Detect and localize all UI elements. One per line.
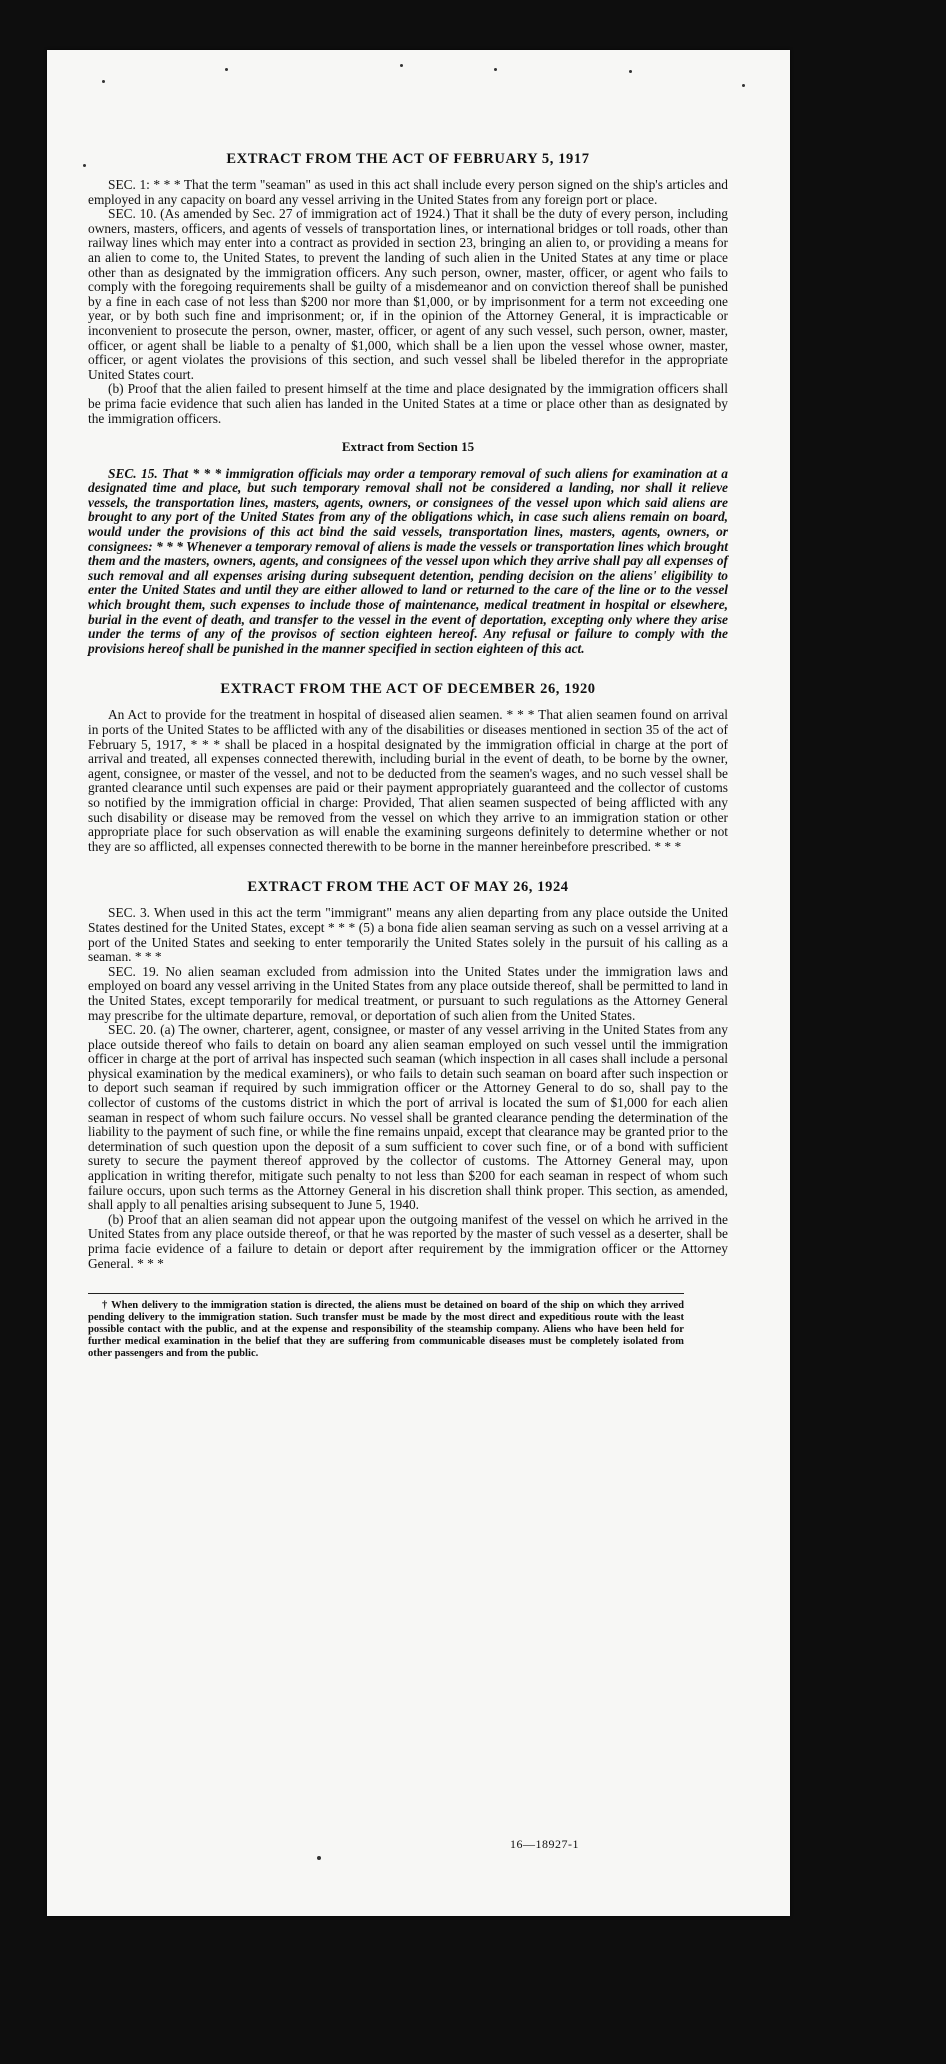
scan-speck	[83, 164, 86, 167]
scan-speck	[225, 68, 228, 71]
section-heading: EXTRACT FROM THE ACT OF MAY 26, 1924	[247, 879, 569, 896]
paragraph: SEC. 3. When used in this act the term "immigrant" means any alien departing from any place outside the United States destined for the United States, except * * * (5) a bona fide alien seaman serving as such on a vessel arriving at a port of the United States and seeking to enter temporarily the United States solely in the pursuit of his calling as a seaman. * * *	[88, 905, 728, 965]
scan-speck	[102, 80, 105, 83]
scan-speck	[317, 1856, 321, 1860]
section-subheading: Extract from Section 15	[341, 439, 475, 455]
paragraph: (b) Proof that the alien failed to present himself at the time and place designated by the immigration officers shall be prima facie evidence that such alien has landed in the United States at a time or place other than as designated by the immigration officers.	[88, 381, 728, 426]
scan-speck	[742, 84, 745, 87]
footnote-divider	[88, 1293, 684, 1294]
footnote	[88, 1300, 684, 1360]
footnote-text: † When delivery to the immigration station is directed, the aliens must be detained on board of the ship on which they arrived pending delivery to the immigration station. Such transfer must be made by the most direct and expeditious route with the least possible contact with the public, and at the expense and responsibility of the steamship company. Aliens who have been held for further medical examination in the belief that they are suffering from communicable diseases must be completely isolated from other passengers and from the public.	[88, 1300, 684, 1360]
paragraph: SEC. 1: * * * That the term "seaman" as used in this act shall include every person signed on the ship's articles and employed in any capacity on board any vessel arriving in the United States from any foreign port or place.	[88, 177, 728, 207]
scan-speck	[400, 64, 403, 67]
paragraph: SEC. 10. (As amended by Sec. 27 of immigration act of 1924.) That it shall be the duty of every person, including owners, masters, officers, and agents of vessels of transportation lines, or international bridges or toll roads, other than railway lines which may enter into a contract as provided in section 23, bringing an alien to, or providing a means for an alien to come to, the United States, to prevent the landing of such alien in the United States at any time or place other than as designated by the immigration officers. Any such person, owner, master, officer, or agent who fails to comply with the foregoing requirements shall be guilty of a misdemeanor and on conviction thereof shall be punished by a fine in each case of not less than $200 nor more than $1,000, or by imprisonment for a term not exceeding one year, or by both such fine and imprisonment; or, if in the opinion of the Attorney General, it is impracticable or inconvenient to prosecute the person, owner, master, officer, or agent of any such vessel, such person, owner, master, officer, or agent shall be liable to a penalty of $1,000, which shall be a lien upon the vessel whose owner, master, officer, or agent violates the provisions of this section, and such vessel shall be libeled therefor in the appropriate United States court.	[88, 206, 728, 382]
document-body	[88, 150, 728, 1360]
section-heading: EXTRACT FROM THE ACT OF DECEMBER 26, 1920	[220, 681, 596, 698]
scan-speck	[629, 70, 632, 73]
paragraph: An Act to provide for the treatment in hospital of diseased alien seamen. * * * That alien seamen found on arrival in ports of the United States to be afflicted with any of the disabilities or diseases mentioned in section 35 of the act of February 5, 1917, * * * shall be placed in a hospital designated by the immigration official in charge at the port of arrival and treated, all expenses connected therewith, including burial in the event of death, to be borne by the owner, agent, consignee, or master of the vessel, and not to be deducted from the seamen's wages, and no such vessel shall be granted clearance until such expenses are paid or their payment appropriately guaranteed and the collector of customs so notified by the immigration official in charge: Provided, That alien seamen suspected of being afflicted with any such disability or disease may be removed from the vessel on which they arrive to an immigration station or other appropriate place for such observation as will enable the examining surgeons definitely to determine whether or not they are so afflicted, all expenses connected therewith to be borne in the manner hereinbefore prescribed. * * *	[88, 707, 728, 854]
scan-speck	[494, 68, 497, 71]
paragraph: SEC. 15. That * * * immigration officials may order a temporary removal of such aliens for examination at a designated time and place, but such temporary removal shall not be considered a landing, nor shall it relieve vessels, the transportation lines, masters, agents, owners, or consignees of the vessel upon which said aliens are brought to any port of the United States from any of the obligations which, in case such aliens remain on board, would under the provisions of this act bind the said vessels, transportation lines, masters, agents, owners, or consignees: * * * Whenever a temporary removal of aliens is made the vessels or transportation lines which brought them and the masters, owners, agents, and consignees of the vessel upon which they arrive shall pay all expenses of such removal and all expenses arising during subsequent detention, pending decision on the aliens' eligibility to enter the United States and until they are either allowed to land or returned to the care of the line or to the vessel which brought them, such expenses to include those of maintenance, medical treatment in hospital or elsewhere, burial in the event of death, and transfer to the vessel in the event of deportation, excepting only where they arise under the terms of any of the provisos of section eighteen hereof. Any refusal or failure to comply with the provisions hereof shall be punished in the manner specified in section eighteen of this act.	[88, 465, 728, 656]
paragraph: (b) Proof that an alien seaman did not appear upon the outgoing manifest of the vessel on which he arrived in the United States from any place outside thereof, or that he was reported by the master of such vessel as a deserter, shall be prima facie evidence of a failure to detain or deport after requirement by the immigration officer or the Attorney General. * * *	[88, 1211, 728, 1271]
document-number: 16—18927-1	[510, 1837, 579, 1851]
paragraph: SEC. 20. (a) The owner, charterer, agent, consignee, or master of any vessel arriving in the United States from any place outside thereof who fails to detain on board any alien seaman employed on such vessel until the immigration officer in charge at the port of arrival has inspected such seaman (which inspection in all cases shall include a personal physical examination by the medical examiners), or who fails to detain such seaman on board after such inspection or to deport such seaman if required by such immigration officer or the Attorney General to do so, shall pay to the collector of customs of the customs district in which the port of arrival is located the sum of $1,000 for each alien seaman in respect of whom such failure occurs. No vessel shall be granted clearance pending the determination of the liability to the payment of such fine, or while the fine remains unpaid, except that clearance may be granted prior to the determination of such question upon the deposit of a sum sufficient to cover such fine, or of a bond with sufficient surety to secure the payment thereof approved by the collector of customs. The Attorney General may, upon application in writing therefor, mitigate such penalty to not less than $200 for each seaman in respect of whom such failure occurs, upon such terms as the Attorney General in his discretion shall think proper. This section, as amended, shall apply to all penalties arising subsequent to June 5, 1940.	[88, 1022, 728, 1213]
section-heading: EXTRACT FROM THE ACT OF FEBRUARY 5, 1917	[226, 151, 590, 167]
paragraph: SEC. 19. No alien seaman excluded from admission into the United States under the immigration laws and employed on board any vessel arriving in the United States from any place outside thereof, shall be permitted to land in the United States, except temporarily for medical treatment, or pursuant to such regulations as the Attorney General may prescribe for the ultimate departure, removal, or deportation of such alien from the United States.	[88, 963, 728, 1023]
